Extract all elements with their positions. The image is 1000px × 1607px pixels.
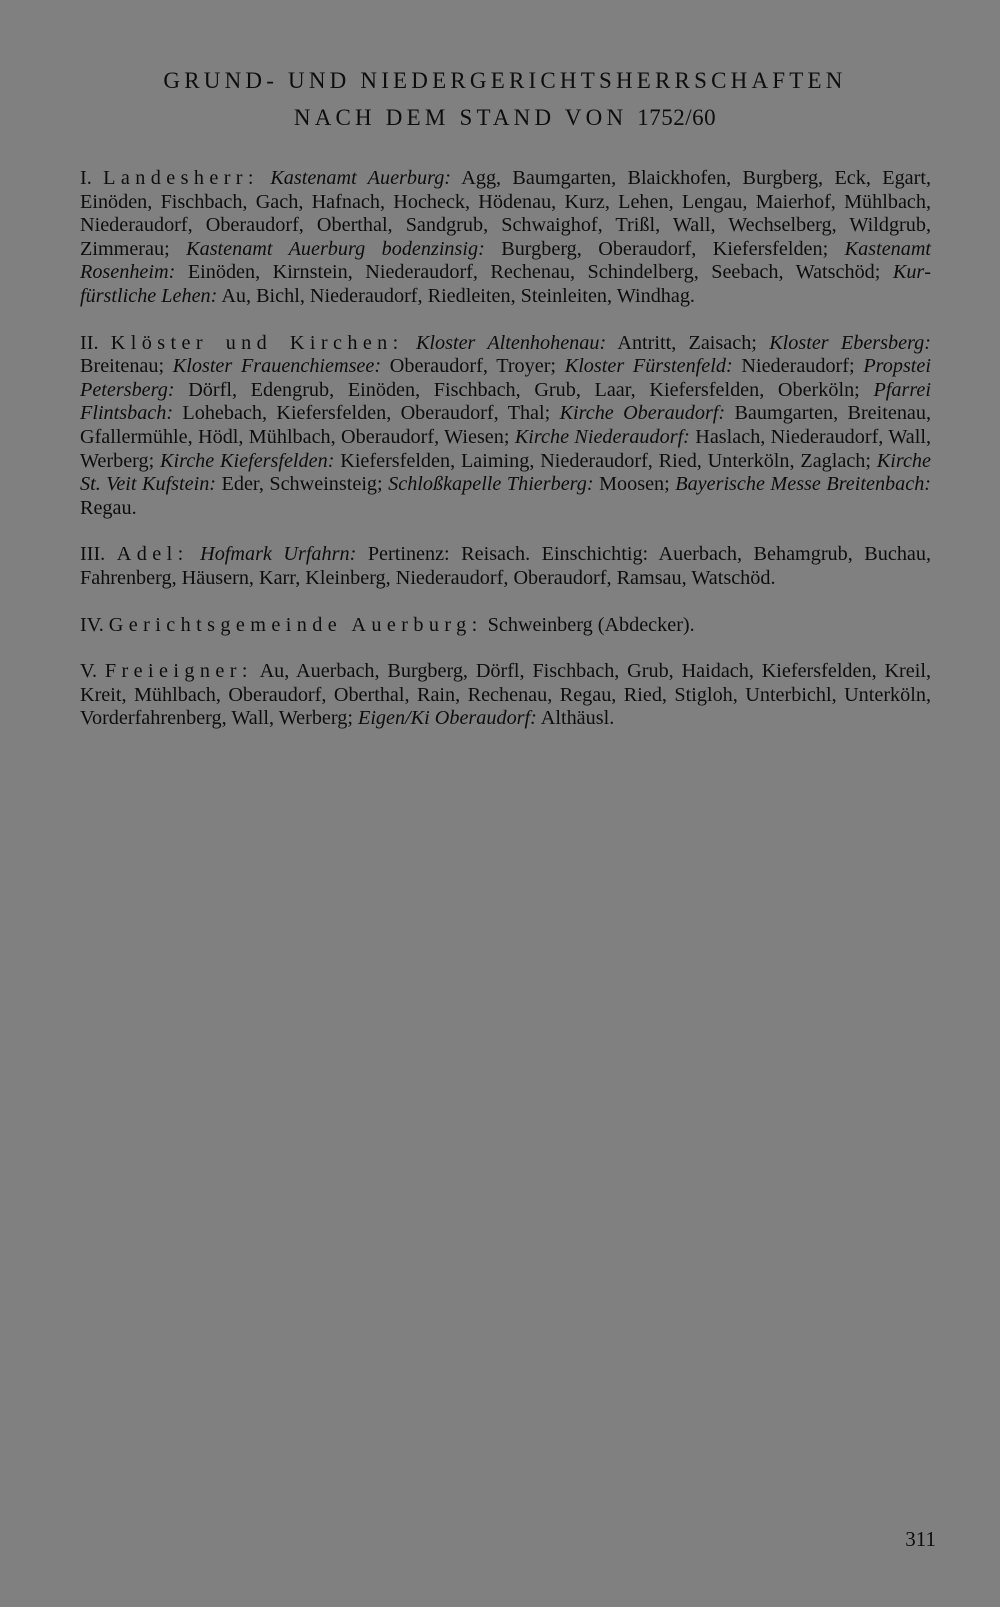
- section-number: I.: [80, 167, 92, 189]
- place-list: Eder, Schweinsteig;: [221, 473, 383, 496]
- place-list: Au, Bichl, Niederaudorf, Riedleiten, Steinleiten, Windhag.: [221, 284, 695, 307]
- owner-name: Kloster Fürstenfeld:: [564, 355, 733, 378]
- place-list: Pertinenz: Reisach. Einschichtig: Auerbach, Behamgrub, Buchau, Fahrenberg, Häusern, Karr, Kleinberg, Niederaudorf, Oberaudorf, Ramsau, Watschöd.: [80, 543, 932, 589]
- place-list: Burgberg, Oberaudorf, Kiefersfelden;: [501, 237, 829, 260]
- section-number: II.: [80, 331, 99, 354]
- place-list: Lohebach, Kiefersfelden, Oberaudorf, Thal;: [182, 402, 551, 425]
- section-heading: Gerichtsgemeinde Auerburg:: [108, 613, 483, 636]
- page-title: [80, 62, 930, 136]
- section-heading: Adel:: [116, 543, 189, 566]
- place-list: Regau.: [80, 496, 137, 519]
- place-list: Antritt, Zaisach;: [617, 331, 757, 354]
- page-number: 311: [905, 1527, 936, 1551]
- owner-name: Kastenamt Auerburg:: [270, 167, 452, 189]
- place-list: Niederaudorf;: [741, 355, 855, 378]
- place-list: Oberaudorf, Troyer;: [389, 355, 557, 378]
- owner-name: Kastenamt Auerburg bodenzinsig:: [186, 237, 485, 260]
- title-line-2: [80, 99, 930, 136]
- title-line-1: GRUND- UND NIEDERGERICHTSHERRSCHAFTEN: [163, 68, 847, 93]
- place-list: Althäusl.: [540, 707, 615, 730]
- owner-name: Kirche Niederaudorf:: [514, 425, 690, 448]
- owner-name: Kloster Frauenchiemsee:: [172, 355, 382, 378]
- place-list: Dörfl, Edengrub, Einöden, Fischbach, Grub, Laar, Kiefersfelden, Oberköln;: [188, 378, 860, 401]
- owner-name: Kloster Altenhohenau:: [415, 331, 607, 354]
- section-heading: Klöster und Kirchen:: [110, 331, 404, 354]
- section-number: IV.: [80, 613, 104, 636]
- section-number: III.: [80, 543, 106, 566]
- owner-name: Kloster Ebersberg:: [769, 331, 931, 354]
- owner-name: Pfarrei Flintsbach:: [80, 378, 932, 425]
- owner-name: Hofmark Urfahrn:: [200, 543, 357, 566]
- owner-name: Kirche St. Veit Kufstein:: [80, 449, 931, 496]
- title-year: 1752/60: [637, 105, 717, 130]
- section-5: [80, 660, 931, 731]
- owner-name: Kastenamt Rosenheim:: [80, 237, 932, 284]
- place-list: Kiefersfelden, Laiming, Niederaudorf, Ried, Unterköln, Zaglach;: [340, 449, 871, 472]
- place-list: Haslach, Niederaudorf, Wall, Werberg;: [80, 425, 931, 472]
- place-list: Breitenau;: [80, 355, 165, 378]
- section-4: [80, 614, 931, 638]
- owner-name: Kirche Kiefersfelden:: [160, 449, 335, 472]
- place-list: Schweinberg (Abdecker).: [487, 613, 695, 636]
- section-2: [80, 332, 931, 521]
- owner-name: Schloßkapelle Thierberg:: [388, 473, 594, 496]
- place-list: Au, Auerbach, Burgberg, Dörfl, Fischbach, Grub, Haidach, Kiefersfelden, Kreil, Kreit, Mühlbach, Oberaudorf, Oberthal, Rain, Rechenau, Regau, Ried, Stigloh, Unterbichl, Unterköln, Vorderfahrenberg, Wall, Werberg;: [80, 660, 931, 730]
- section-3: [80, 543, 931, 590]
- place-list: Baumgarten, Breitenau, Gfallermühle, Hödl, Mühlbach, Oberaudorf, Wiesen;: [80, 402, 932, 448]
- owner-name: Bayerische Messe Breitenbach:: [675, 473, 932, 496]
- owner-name: Kurfürstliche Lehen:: [80, 261, 932, 307]
- section-number: V.: [80, 660, 98, 683]
- owner-name: Kirche Oberaudorf:: [559, 402, 726, 425]
- owner-name: Propstei Petersberg:: [80, 355, 931, 401]
- section-1: [80, 167, 931, 309]
- place-list: Einöden, Kirnstein, Niederaudorf, Rechenau, Schindelberg, Seebach, Watschöd;: [187, 261, 881, 284]
- owner-name: Eigen/Ki Oberaudorf:: [357, 707, 537, 730]
- place-list: Moosen;: [599, 473, 670, 496]
- title-line-2-text: NACH DEM STAND VON: [293, 105, 628, 130]
- place-list: Agg, Baumgarten, Blaickhofen, Burgberg, Eck, Egart, Einöden, Fischbach, Gach, Hafnach, Hocheck, Hödenau, Kurz, Lehen, Lengau, Maierhof, Mühlbach, Niederaudorf, Oberaudorf, Oberthal, Sandgrub, Schwaighof, Trißl, Wall, Wechselberg, Wildgrub, Zimmerau;: [80, 167, 932, 260]
- document-body: [80, 167, 931, 754]
- section-heading: Landesherr:: [103, 167, 259, 189]
- section-heading: Freieigner:: [104, 660, 253, 683]
